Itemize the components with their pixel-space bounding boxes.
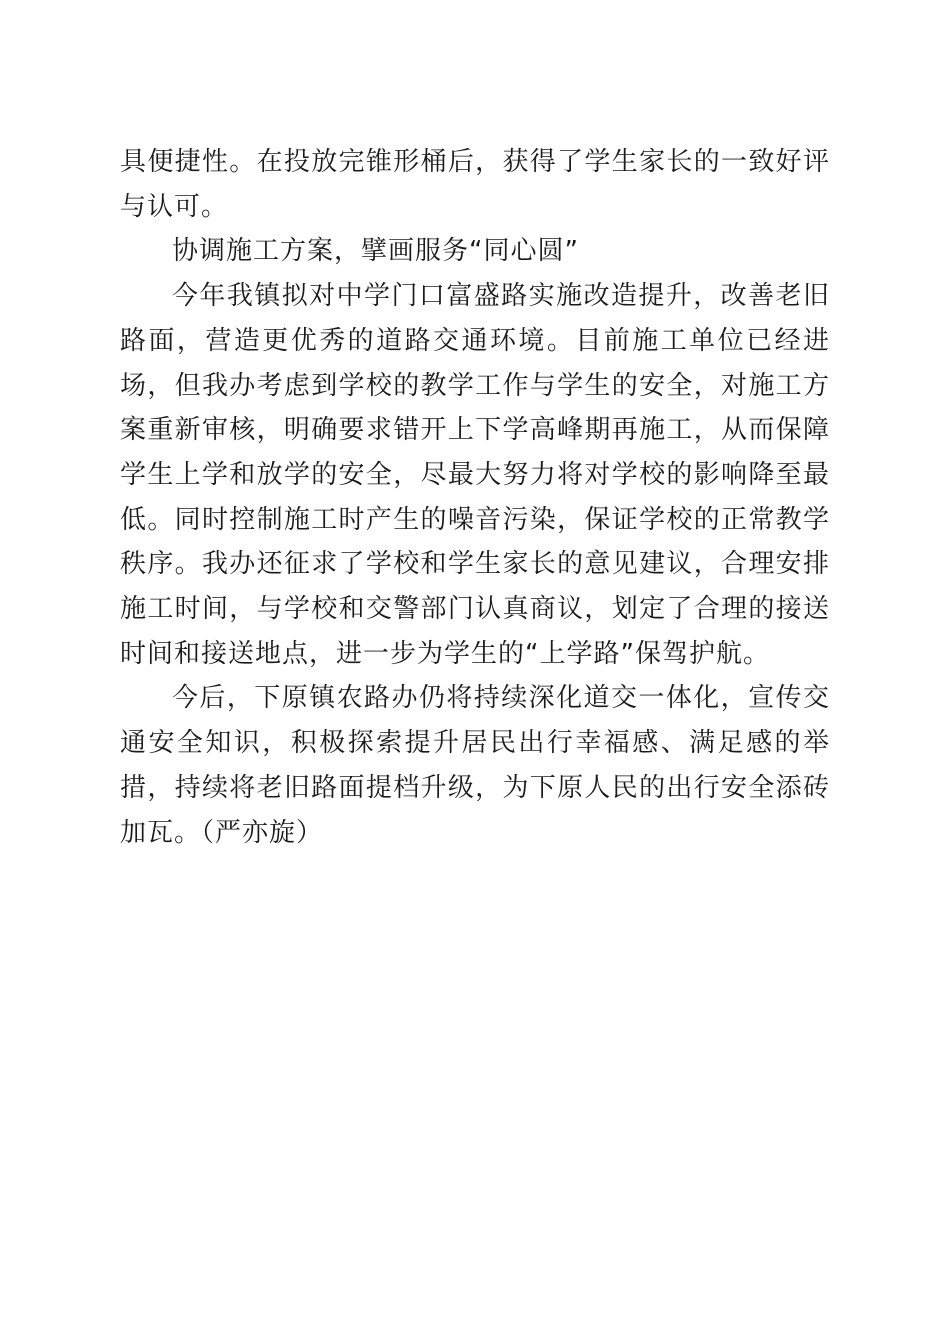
paragraph-conclusion: 今后，下原镇农路办仍将持续深化道交一体化，宣传交通安全知识，积极探索提升居民出行幸福感、满足感的举措，持续将老旧路面提档升级，为下原人民的出行安全添砖加瓦。（严亦旋） <box>120 683 830 848</box>
section-heading: 协调施工方案，擘画服务“同心圆” <box>172 236 579 267</box>
document-body <box>120 140 830 855</box>
paragraph-continuation: 具便捷性。在投放完锥形桶后，获得了学生家长的一致好评与认可。 <box>120 147 830 222</box>
paragraph-construction-plan: 今年我镇拟对中学门口富盛路实施改造提升，改善老旧路面，营造更优秀的道路交通环境。目前施工单位已经进场，但我办考虑到学校的教学工作与学生的安全，对施工方案重新审核，明确要求错开上下学高峰期再施工，从而保障学生上学和放学的安全，尽最大努力将对学校的影响降至最低。同时控制施工时产生的噪音污染，保证学校的正常教学秩序。我办还征求了学校和学生家长的意见建议，合理安排施工时间，与学校和交警部门认真商议，划定了合理的接送时间和接送地点，进一步为学生的“上学路”保驾护航。 <box>120 281 830 669</box>
